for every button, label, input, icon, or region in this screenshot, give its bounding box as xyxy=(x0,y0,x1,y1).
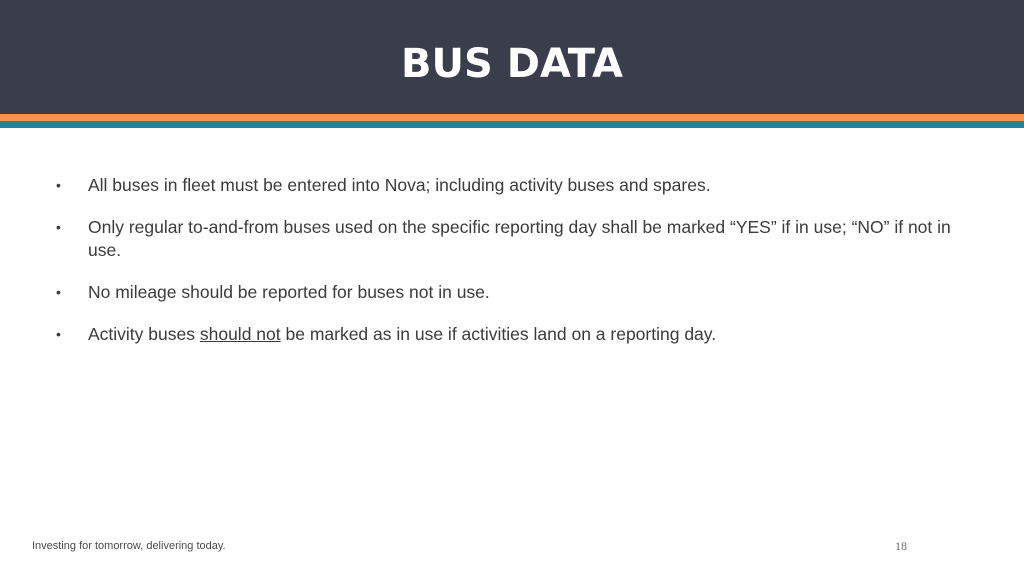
list-item xyxy=(56,174,956,197)
bullet-text-before: Activity buses xyxy=(88,324,200,344)
bullet-text-after: be marked as in use if activities land on a reporting day. xyxy=(280,324,717,344)
list-item xyxy=(56,323,956,346)
bullet-icon: • xyxy=(56,177,61,193)
bullet-icon: • xyxy=(56,219,61,235)
bullet-text: No mileage should be reported for buses not in use. xyxy=(88,282,490,302)
bullet-icon: • xyxy=(56,284,61,300)
bullet-text: Only regular to-and-from buses used on the specific reporting day shall be marked “YES” if in use; “NO” if not in use. xyxy=(88,217,951,260)
slide-title: BUS DATA xyxy=(401,41,623,87)
bullet-text: All buses in fleet must be entered into Nova; including activity buses and spares. xyxy=(88,175,711,195)
orange-stripe xyxy=(0,114,1024,121)
list-item xyxy=(56,281,956,304)
page-number: 18 xyxy=(895,539,907,553)
bullet-text-underlined: should not xyxy=(199,324,281,344)
bullet-list xyxy=(56,174,956,365)
teal-stripe xyxy=(0,121,1024,128)
bullet-icon: • xyxy=(56,326,61,342)
footer-tagline: Investing for tomorrow, delivering today. xyxy=(32,540,226,552)
list-item xyxy=(56,216,956,262)
